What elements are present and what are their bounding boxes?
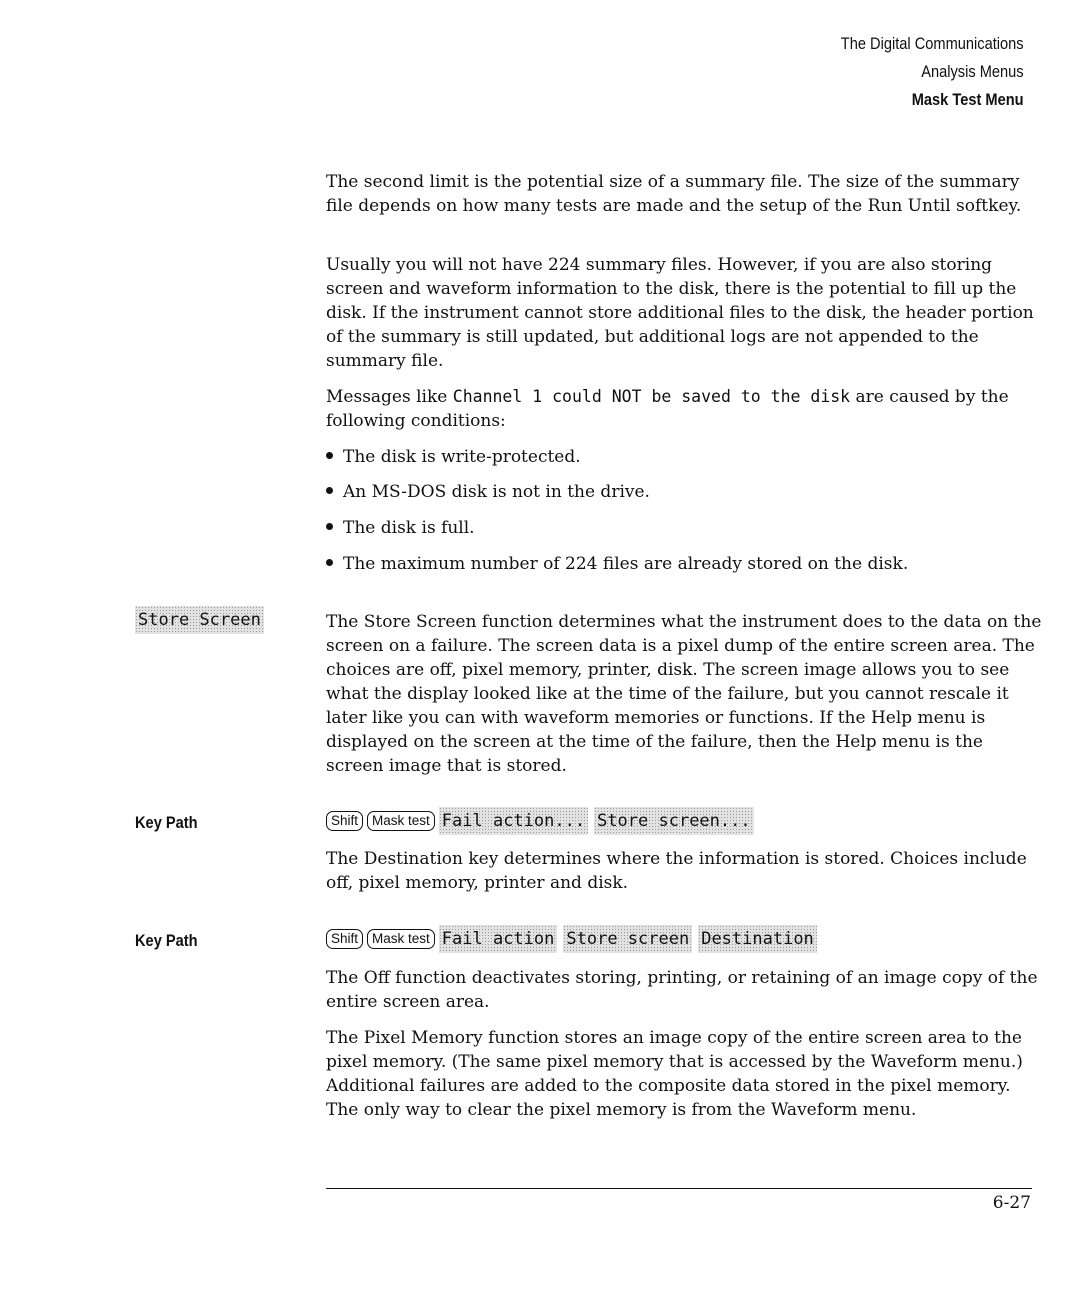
key-path-label: Key Path <box>135 931 198 950</box>
running-header <box>841 30 1024 114</box>
paragraph-store-screen: The Store Screen function determines what the instrument does to the data on the screen on a failure. The screen data is a pixel dump of the entire screen area. The choices are off, pixel memory, printer, disk. The screen image allows you to see what the display looked like at the time of the failure, but you cannot rescale it later like you can with waveform memories or functions. If the Help menu is displayed on the screen at the time of the failure, then the Help menu is the screen image that is stored. <box>326 612 1042 776</box>
shift-key: Shift <box>326 929 363 949</box>
header-section: Analysis Menus <box>921 62 1024 81</box>
store-screen-softkey: Store screen... <box>594 807 754 835</box>
header-menu-title: Mask Test Menu <box>912 90 1024 109</box>
messages-prefix: Messages like <box>326 387 453 407</box>
store-screen-softkey-label: Store Screen <box>135 606 264 634</box>
error-message-code: Channel 1 could NOT be saved to the disk <box>452 387 851 406</box>
bullet-dot-icon <box>326 523 333 530</box>
store-screen-softkey: Store screen <box>563 925 692 953</box>
paragraph-destination: The Destination key determines where the information is stored. Choices include off, pixel memory, printer and disk. <box>326 849 1027 893</box>
fail-action-softkey: Fail action <box>439 925 558 953</box>
key-path-label: Key Path <box>135 813 198 832</box>
paragraph-second-limit: The second limit is the potential size of a summary file. The size of the summary file depends on how many tests are made and the setup of the Run Until softkey. <box>326 172 1022 216</box>
key-path-sequence <box>326 807 760 835</box>
footer-rule <box>326 1188 1032 1189</box>
paragraph-messages <box>326 385 1042 433</box>
bullet-item: An MS-DOS disk is not in the drive. <box>326 480 650 504</box>
header-chapter: The Digital Communications <box>841 34 1024 53</box>
destination-softkey: Destination <box>698 925 817 953</box>
bullet-item: The maximum number of 224 files are already stored on the disk. <box>326 552 908 576</box>
paragraph-summary-files: Usually you will not have 224 summary files. However, if you are also storing screen and waveform information to the disk, there is the potential to fill up the disk. If the instrument cannot store additional files to the disk, the header portion of the summary is still updated, but additional logs are not appended to the summary file. <box>326 255 1034 371</box>
shift-key: Shift <box>326 811 363 831</box>
mask-test-key: Mask test <box>367 811 435 831</box>
page-number: 6-27 <box>992 1193 1031 1213</box>
messages-suffix: are caused by the following conditions: <box>326 387 1009 431</box>
paragraph-off: The Off function deactivates storing, printing, or retaining of an image copy of the entire screen area. <box>326 968 1038 1012</box>
bullet-item: The disk is full. <box>326 516 475 540</box>
fail-action-softkey: Fail action... <box>439 807 588 835</box>
bullet-dot-icon <box>326 452 333 459</box>
bullet-item: The disk is write-protected. <box>326 445 581 469</box>
mask-test-key: Mask test <box>367 929 435 949</box>
bullet-dot-icon <box>326 559 333 566</box>
bullet-dot-icon <box>326 487 333 494</box>
key-path-sequence <box>326 925 823 953</box>
paragraph-pixel-memory: The Pixel Memory function stores an image copy of the entire screen area to the pixel memory. (The same pixel memory that is accessed by the Waveform menu.) Additional failures are added to the composite data stored in the pixel memory. The only way to clear the pixel memory is from the Waveform menu. <box>326 1028 1023 1120</box>
